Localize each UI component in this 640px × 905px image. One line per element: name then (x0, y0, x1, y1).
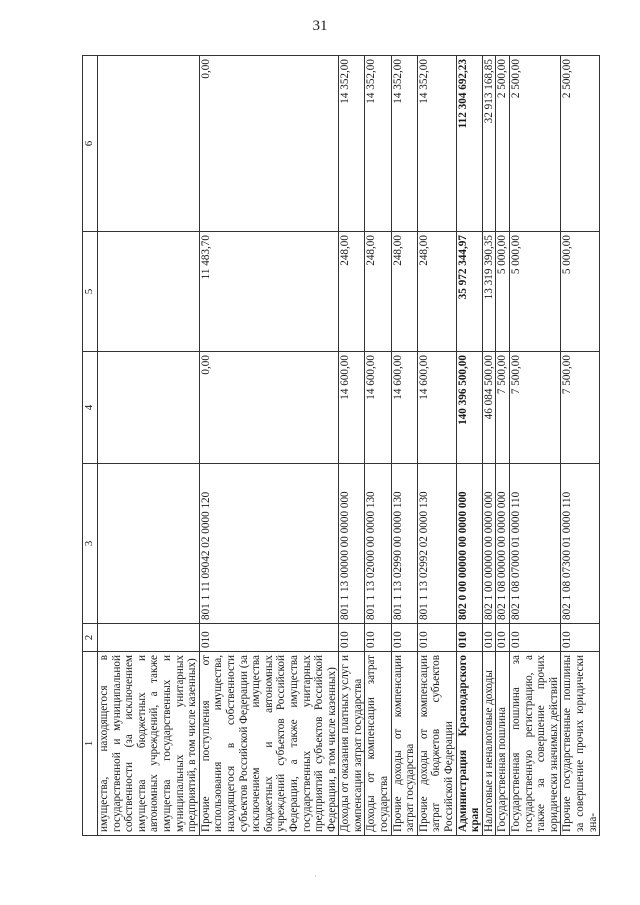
cell-name: Доходы от компенсации затрат государства (365, 652, 391, 836)
cell-c6: 112 304 692,23 (456, 56, 482, 232)
table-row (199, 56, 339, 836)
revenue-table (82, 55, 600, 836)
cell-c4: 14 600,00 (417, 352, 456, 464)
cell-c6: 14 352,00 (391, 56, 417, 232)
table-header-row (83, 56, 98, 836)
cell-c4: 14 600,00 (391, 352, 417, 464)
cell-code: 010 (339, 624, 365, 652)
cell-name: Государственная пошлина (496, 652, 510, 836)
cell-c5: 248,00 (417, 232, 456, 352)
cell-c5: 248,00 (365, 232, 391, 352)
cell-c4: 7 500,00 (496, 352, 510, 464)
cell-kbk: 801 1 11 09042 02 0000 120 (199, 464, 339, 624)
table-row (365, 56, 391, 836)
cell-c6: 32 913 168,85 (482, 56, 496, 232)
cell-kbk: 802 0 00 00000 00 0000 000 (456, 464, 482, 624)
cell-code: 010 (417, 624, 456, 652)
cell-code: 010 (510, 624, 561, 652)
cell-c4: 7 500,00 (510, 352, 561, 464)
table-row (561, 56, 600, 836)
cell-code (98, 624, 200, 652)
table-row (391, 56, 417, 836)
table-row (339, 56, 365, 836)
scan-dot: · (314, 872, 317, 881)
cell-code: 010 (365, 624, 391, 652)
cell-code: 010 (199, 624, 339, 652)
cell-c6: 2 500,00 (510, 56, 561, 232)
cell-c6: 2 500,00 (496, 56, 510, 232)
cell-kbk (98, 464, 200, 624)
cell-name: Прочие доходы от компенсации затрат бюджетов субъектов Российской Федерации (417, 652, 456, 836)
cell-code: 010 (391, 624, 417, 652)
column-header: 2 (83, 624, 98, 652)
cell-code: 010 (456, 624, 482, 652)
cell-kbk: 802 1 08 07000 01 0000 110 (510, 464, 561, 624)
cell-name: Администрация Краснодарского края (456, 652, 482, 836)
cell-name: Налоговые и неналоговые доходы (482, 652, 496, 836)
rotated-table-container (82, 56, 610, 836)
cell-name: Прочие государственные пошлины за совершение прочих юридически зна- (561, 652, 600, 836)
cell-name: Прочие поступления от использования имущества, находящегося в собственности субъектов Российской Федерации (за исключением имущества бюджетных и автономных учреждений субъектов Российской Федерации, а также имущества государственных унитарных предприятий субъектов Российской Федерации, в том числе казенных) (199, 652, 339, 836)
cell-c5: 248,00 (339, 232, 365, 352)
cell-kbk: 801 1 13 02992 02 0000 130 (417, 464, 456, 624)
cell-c5: 5 000,00 (561, 232, 600, 352)
cell-code: 010 (561, 624, 600, 652)
cell-c4: 0,00 (199, 352, 339, 464)
cell-c5: 11 483,70 (199, 232, 339, 352)
column-header: 5 (83, 232, 98, 352)
table-row (417, 56, 456, 836)
cell-kbk: 801 1 13 02990 00 0000 130 (391, 464, 417, 624)
cell-c4: 14 600,00 (365, 352, 391, 464)
column-header: 6 (83, 56, 98, 232)
table-row (98, 56, 200, 836)
cell-name: имущества, находящегося в государственной и муниципальной собственности (за исключением имущества бюджетных и автономных учреждений, а также имущества государственных и муниципальных унитарных предприятий, в том числе казенных) (98, 652, 200, 836)
cell-c6: 14 352,00 (365, 56, 391, 232)
column-header: 3 (83, 464, 98, 624)
cell-c5: 13 319 390,35 (482, 232, 496, 352)
column-header: 1 (83, 652, 98, 836)
cell-code: 010 (482, 624, 496, 652)
cell-kbk: 802 1 08 07300 01 0000 110 (561, 464, 600, 624)
cell-c5 (98, 232, 200, 352)
cell-c6: 14 352,00 (339, 56, 365, 232)
cell-c6 (98, 56, 200, 232)
cell-c6: 0,00 (199, 56, 339, 232)
cell-c4: 140 396 500,00 (456, 352, 482, 464)
cell-name: Доходы от оказания платных услуг и компенсации затрат государства (339, 652, 365, 836)
cell-c5: 5 000,00 (510, 232, 561, 352)
cell-kbk: 802 1 00 00000 00 0000 000 (482, 464, 496, 624)
page-number: 31 (312, 18, 328, 34)
cell-c5: 248,00 (391, 232, 417, 352)
cell-c4: 46 084 500,00 (482, 352, 496, 464)
column-header: 4 (83, 352, 98, 464)
cell-c4: 14 600,00 (339, 352, 365, 464)
cell-kbk: 801 1 13 02000 00 0000 130 (365, 464, 391, 624)
cell-c6: 2 500,00 (561, 56, 600, 232)
cell-c6: 14 352,00 (417, 56, 456, 232)
table-row (496, 56, 510, 836)
cell-kbk: 801 1 13 00000 00 0000 000 (339, 464, 365, 624)
cell-c4 (98, 352, 200, 464)
cell-name: Прочие доходы от компенсации затрат государства (391, 652, 417, 836)
table-row (482, 56, 496, 836)
cell-name: Государственная пошлина за государственную регистрацию, а также за совершение прочих юридически значимых действий (510, 652, 561, 836)
cell-c4: 7 500,00 (561, 352, 600, 464)
cell-code: 010 (496, 624, 510, 652)
cell-kbk: 802 1 08 00000 00 0000 000 (496, 464, 510, 624)
table-row (456, 56, 482, 836)
table-row (510, 56, 561, 836)
cell-c5: 5 000,00 (496, 232, 510, 352)
cell-c5: 35 972 344,97 (456, 232, 482, 352)
